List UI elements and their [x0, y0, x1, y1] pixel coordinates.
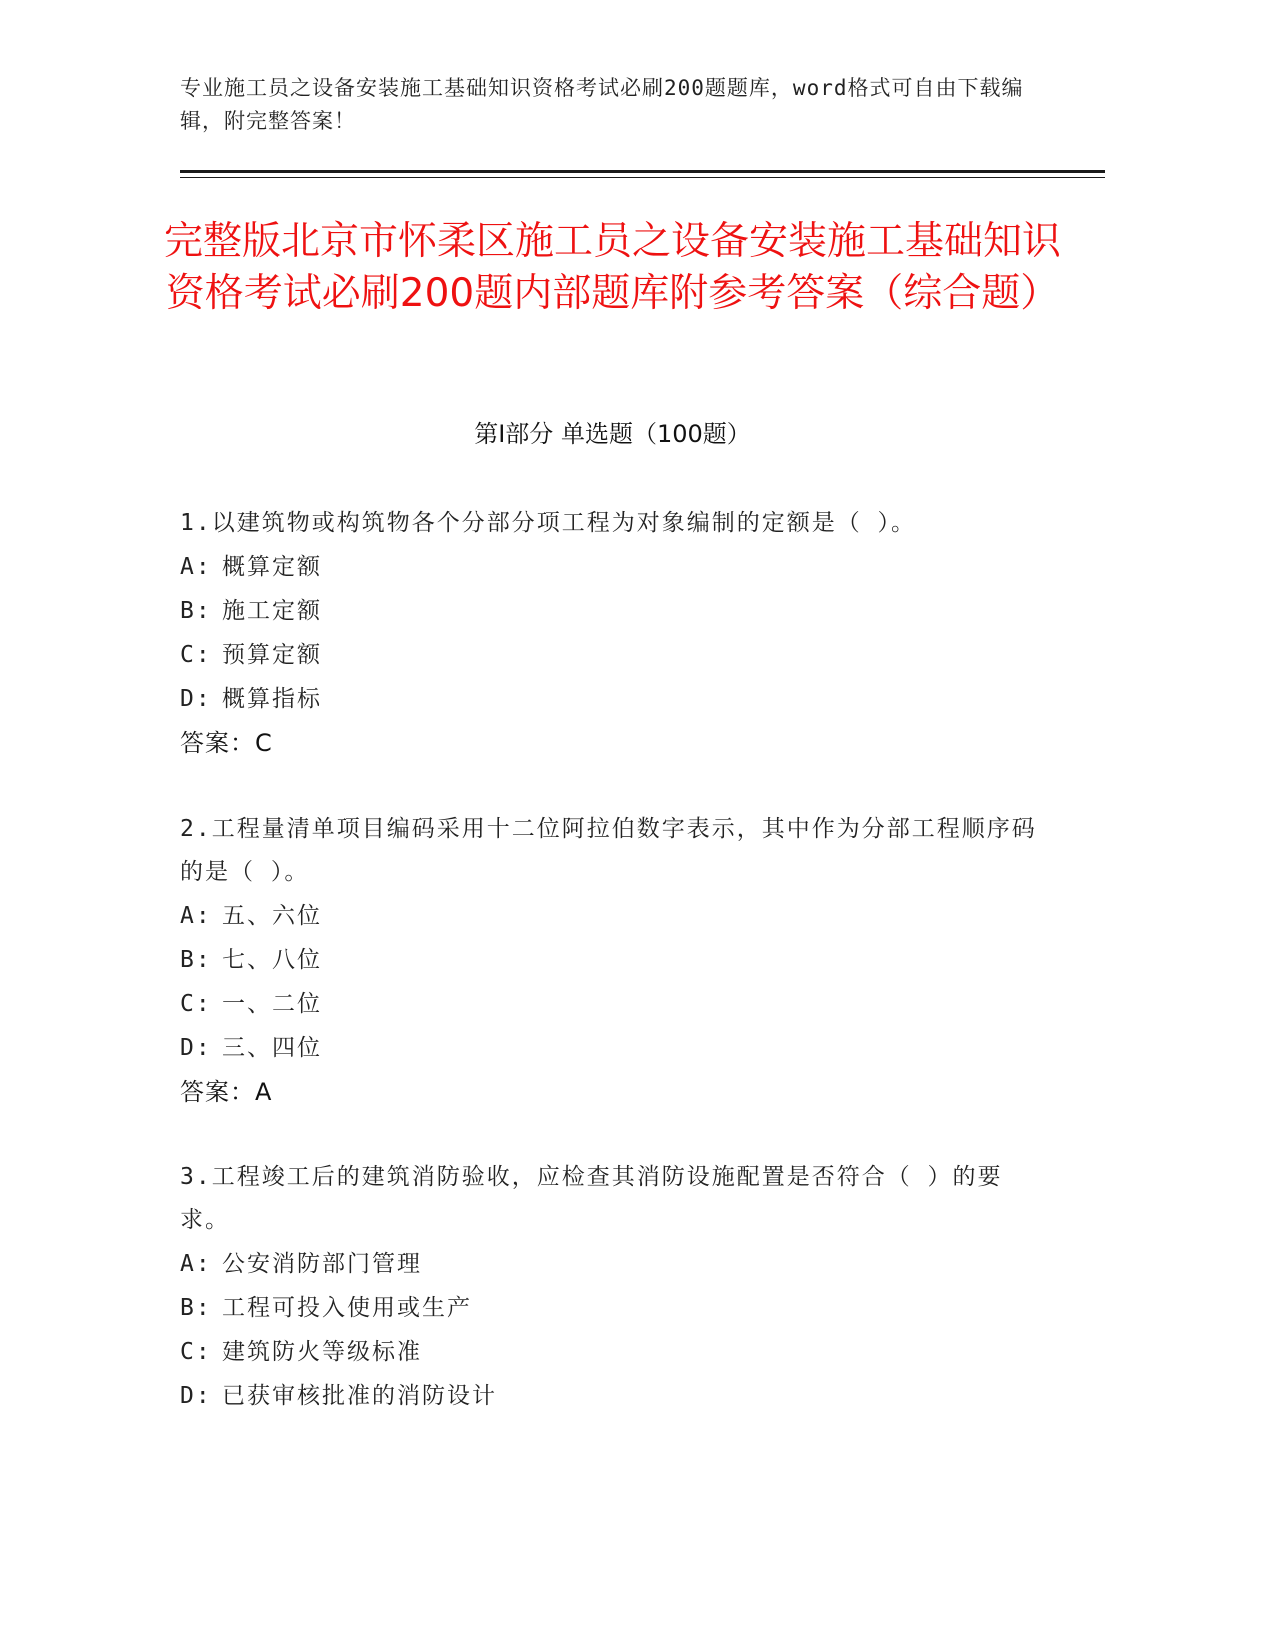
- header-rule-thin: [180, 177, 1105, 178]
- option-a: [180, 1242, 1040, 1286]
- option-d: [180, 1026, 1040, 1070]
- answer-line: 答案：C: [180, 729, 273, 757]
- header-note: 专业施工员之设备安装施工基础知识资格考试必刷200题题库，word格式可自由下载编辑，附完整答案！: [180, 76, 1024, 133]
- question-3: [180, 1156, 1040, 1418]
- option-text: 七、八位: [222, 947, 322, 973]
- question-stem: 2.工程量清单项目编码采用十二位阿拉伯数字表示，其中作为分部工程顺序码的是（ ）。: [180, 816, 1037, 885]
- option-c: [180, 982, 1040, 1026]
- option-text: 概算指标: [222, 686, 322, 712]
- option-letter: C:: [180, 642, 212, 668]
- document-title: 完整版北京市怀柔区施工员之设备安装施工基础知识资格考试必刷200题内部题库附参考答案（综合题）: [163, 219, 1061, 316]
- option-text: 一、二位: [222, 991, 322, 1017]
- option-letter: A:: [180, 903, 212, 929]
- option-text: 施工定额: [222, 598, 322, 624]
- option-b: [180, 1286, 1040, 1330]
- question-1: [180, 502, 1040, 765]
- option-letter: B:: [180, 1295, 212, 1321]
- option-letter: B:: [180, 947, 212, 973]
- option-text: 五、六位: [222, 903, 322, 929]
- option-letter: A:: [180, 1251, 212, 1277]
- option-d: [180, 677, 1040, 721]
- option-text: 公安消防部门管理: [222, 1251, 422, 1277]
- question-stem: 3.工程竣工后的建筑消防验收，应检查其消防设施配置是否符合（ ）的要求。: [180, 1164, 1003, 1233]
- option-letter: B:: [180, 598, 212, 624]
- question-stem: 1.以建筑物或构筑物各个分部分项工程为对象编制的定额是（ ）。: [180, 510, 917, 536]
- option-letter: C:: [180, 1339, 212, 1365]
- option-a: [180, 894, 1040, 938]
- option-text: 三、四位: [222, 1035, 322, 1061]
- option-b: [180, 938, 1040, 982]
- header-rule-thick: [180, 170, 1105, 173]
- answer-line: 答案：A: [180, 1078, 273, 1106]
- option-letter: C:: [180, 991, 212, 1017]
- option-c: [180, 1330, 1040, 1374]
- question-2: [180, 808, 1040, 1114]
- option-d: [180, 1374, 1040, 1418]
- option-text: 工程可投入使用或生产: [222, 1295, 472, 1321]
- option-text: 概算定额: [222, 554, 322, 580]
- option-a: [180, 545, 1040, 589]
- option-letter: D:: [180, 686, 212, 712]
- option-letter: D:: [180, 1383, 212, 1409]
- option-b: [180, 589, 1040, 633]
- option-letter: A:: [180, 554, 212, 580]
- option-text: 已获审核批准的消防设计: [222, 1383, 497, 1409]
- section-heading: 第Ⅰ部分 单选题（100题）: [474, 420, 751, 448]
- option-c: [180, 633, 1040, 677]
- option-letter: D:: [180, 1035, 212, 1061]
- option-text: 预算定额: [222, 642, 322, 668]
- option-text: 建筑防火等级标准: [222, 1339, 422, 1365]
